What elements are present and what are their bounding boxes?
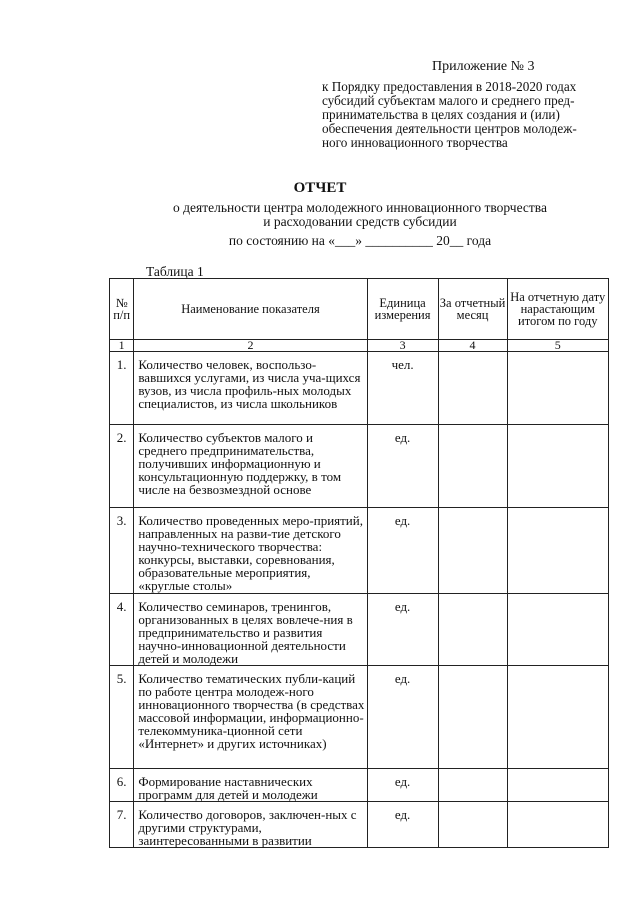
table-row: [110, 769, 609, 802]
header-number: № п/п: [110, 279, 134, 340]
column-number: 4: [438, 340, 507, 352]
row-number: 2.: [110, 425, 134, 508]
row-month-value: [438, 666, 507, 769]
report-title: ОТЧЕТ: [293, 180, 347, 196]
row-indicator-name: Количество семинаров, тренингов, организованных в целях вовлече-ния в предпринимательство и развития научно-инновационной деятельности детей и молодежи: [134, 594, 367, 666]
row-month-value: [438, 352, 507, 425]
header-ytd: На отчетную дату нарастающим итогом по году: [507, 279, 608, 340]
appendix-line: обеспечения деятельности центров молодеж-: [322, 121, 577, 136]
row-ytd-value: [507, 508, 608, 594]
report-subtitle-line: и расходовании средств субсидии: [263, 214, 457, 229]
header-unit: Единица измерения: [367, 279, 438, 340]
row-indicator-name: Количество субъектов малого и среднего предпринимательства, получивших информационную и консультационную поддержку, в том числе на безвозмездной основе: [134, 425, 367, 508]
row-unit: ед.: [367, 666, 438, 769]
row-ytd-value: [507, 666, 608, 769]
row-indicator-name: Количество тематических публи-каций по работе центра молодеж-ного инновационного творчества (в средствах массовой информации, информационно-телекоммуника-ционной сети «Интернет» и других источниках): [134, 666, 367, 769]
report-subtitle: [0, 201, 640, 229]
header-indicator-name: Наименование показателя: [134, 279, 367, 340]
row-unit: ед.: [367, 508, 438, 594]
row-ytd-value: [507, 769, 608, 802]
row-number: 1.: [110, 352, 134, 425]
row-unit: ед.: [367, 425, 438, 508]
row-number: 3.: [110, 508, 134, 594]
row-indicator-name: Количество человек, воспользо-вавшихся услугами, из числа уча-щихся вузов, из числа профиль-ных молодых специалистов, из числа школьников: [134, 352, 367, 425]
appendix-title: Приложение № 3: [432, 59, 535, 74]
table-row: [110, 425, 609, 508]
column-number-row: [110, 340, 609, 352]
row-number: 4.: [110, 594, 134, 666]
row-number: 7.: [110, 802, 134, 848]
row-unit: чел.: [367, 352, 438, 425]
table-row: [110, 352, 609, 425]
table-label: Таблица 1: [146, 264, 204, 279]
report-subtitle-line: о деятельности центра молодежного инновационного творчества: [173, 200, 547, 215]
column-number: 5: [507, 340, 608, 352]
appendix-line: к Порядку предоставления в 2018-2020 годах: [322, 79, 577, 94]
row-indicator-name: Количество договоров, заключен-ных с другими структурами, заинтересованными в развитии: [134, 802, 367, 848]
row-unit: ед.: [367, 594, 438, 666]
table-row: [110, 508, 609, 594]
column-number: 3: [367, 340, 438, 352]
row-number: 5.: [110, 666, 134, 769]
appendix-line: субсидий субъектам малого и среднего пред-: [322, 93, 575, 108]
appendix-line: принимательства в целях создания и (или): [322, 107, 560, 122]
appendix-block: [322, 60, 612, 150]
row-indicator-name: Формирование наставнических программ для детей и молодежи: [134, 769, 367, 802]
row-month-value: [438, 802, 507, 848]
column-number: 1: [110, 340, 134, 352]
column-number: 2: [134, 340, 367, 352]
table-row: [110, 802, 609, 848]
row-ytd-value: [507, 425, 608, 508]
appendix-line: ного инновационного творчества: [322, 135, 508, 150]
row-month-value: [438, 508, 507, 594]
table-row: [110, 666, 609, 769]
row-ytd-value: [507, 802, 608, 848]
row-ytd-value: [507, 594, 608, 666]
row-unit: ед.: [367, 769, 438, 802]
row-month-value: [438, 769, 507, 802]
report-date-line: по состоянию на «___» __________ 20__ года: [228, 233, 492, 248]
row-indicator-name: Количество проведенных меро-приятий, направленных на разви-тие детского научно-технического творчества: конкурсы, выставки, соревнования, образовательные мероприятия, «круглые столы»: [134, 508, 367, 594]
row-month-value: [438, 594, 507, 666]
row-unit: ед.: [367, 802, 438, 848]
table-row: [110, 594, 609, 666]
indicators-table: [109, 278, 609, 848]
row-number: 6.: [110, 769, 134, 802]
row-ytd-value: [507, 352, 608, 425]
row-month-value: [438, 425, 507, 508]
header-month: За отчетный месяц: [438, 279, 507, 340]
